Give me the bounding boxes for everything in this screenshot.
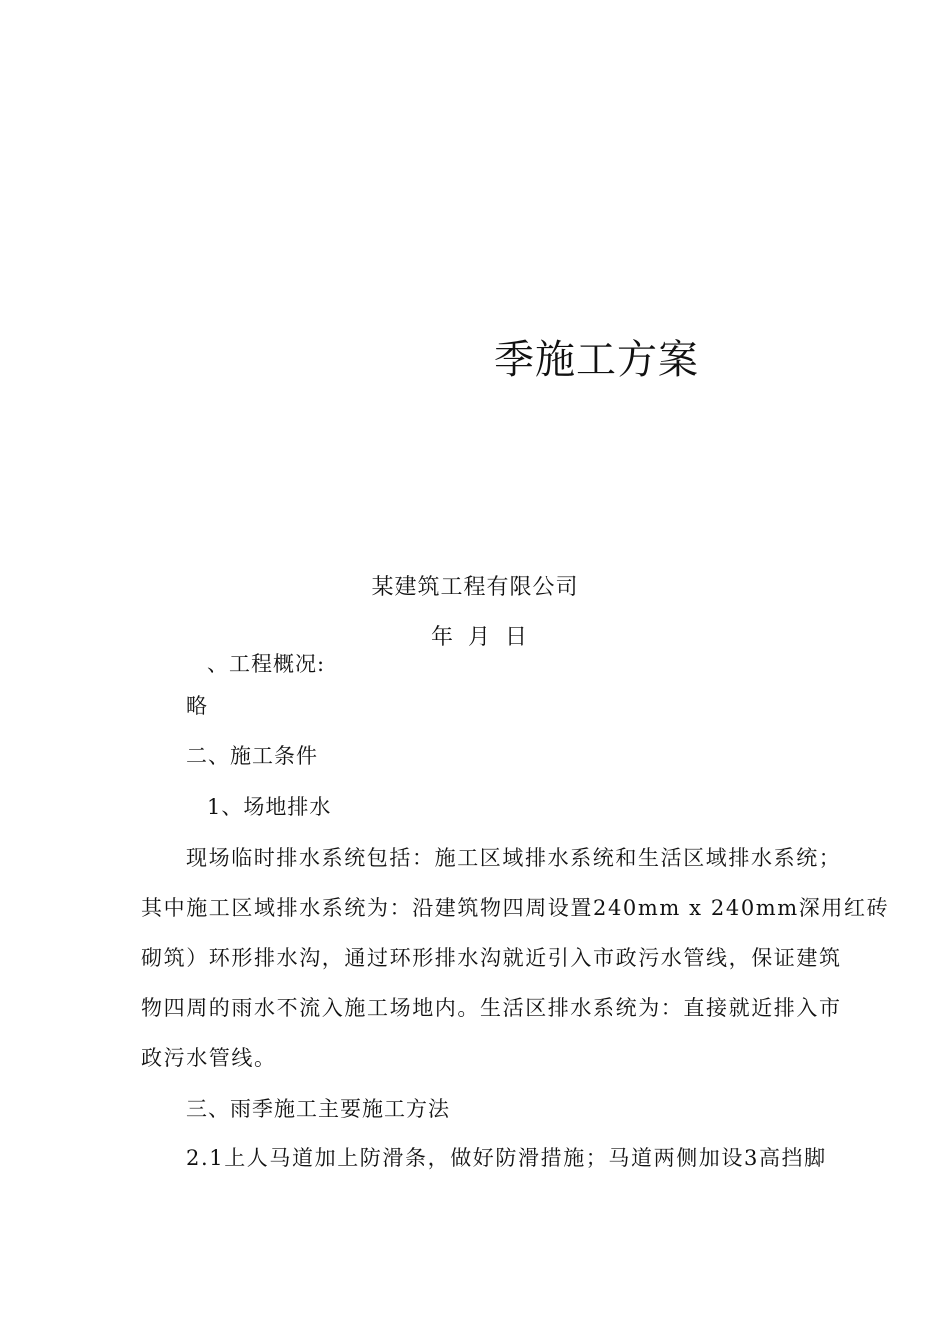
paragraph-line: 2.1上人马道加上防滑条，做好防滑措施；马道两侧加设3高挡脚 [186, 1146, 827, 1170]
subsection-drainage-heading: 1、场地排水 [207, 795, 332, 819]
document-date: 年 月 日 [431, 625, 527, 650]
section3-heading: 三、雨季施工主要施工方法 [186, 1097, 450, 1121]
paragraph-line: 政污水管线。 [141, 1046, 277, 1070]
section1-body: 略 [186, 694, 208, 718]
section2-heading: 二、施工条件 [186, 744, 318, 768]
document-title: 季施工方案 [494, 337, 699, 383]
section1-heading: 、工程概况: [207, 652, 326, 676]
paragraph-line: 现场临时排水系统包括：施工区域排水系统和生活区域排水系统； [186, 846, 842, 870]
paragraph-line: 其中施工区域排水系统为：沿建筑物四周设置240mm x 240mm深用红砖 [141, 896, 890, 920]
paragraph-line: 砌筑）环形排水沟，通过环形排水沟就近引入市政污水管线，保证建筑 [141, 946, 842, 970]
paragraph-line: 物四周的雨水不流入施工场地内。生活区排水系统为：直接就近排入市 [141, 996, 842, 1020]
company-name: 某建筑工程有限公司 [371, 575, 579, 600]
